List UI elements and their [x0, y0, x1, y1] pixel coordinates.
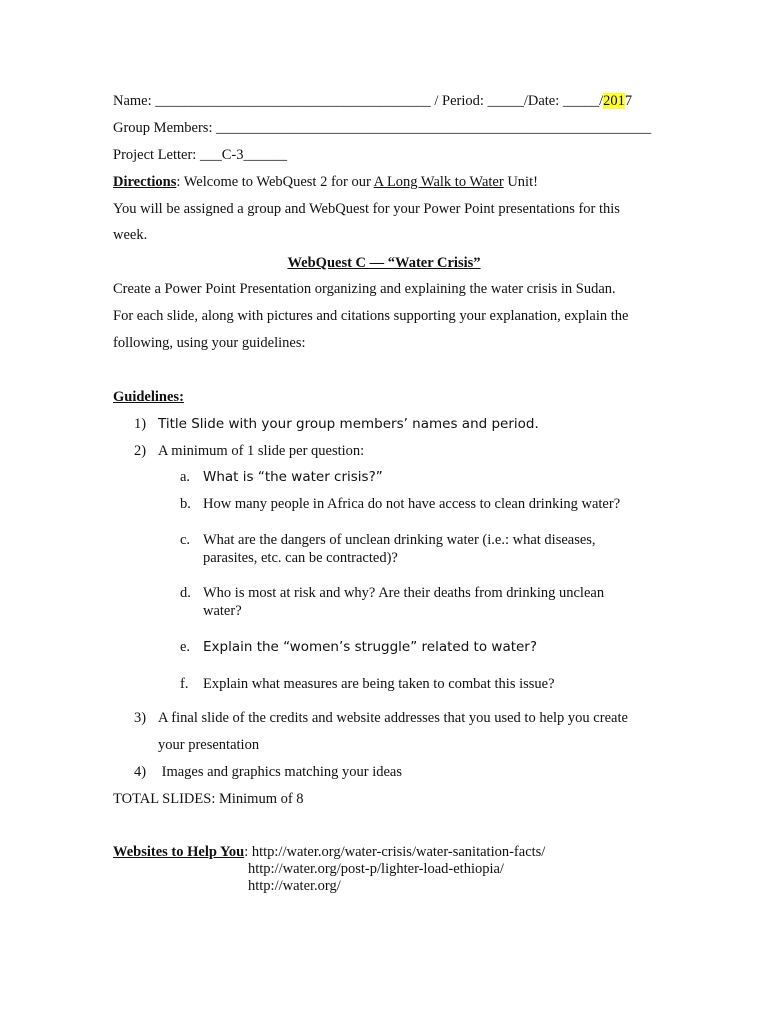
name-label: Name: — [113, 93, 152, 109]
guideline-text: Images and graphics matching your ideas — [158, 764, 403, 780]
sub-item-text: Explain the “women’s struggle” related to water? — [203, 639, 538, 655]
directions-line — [113, 173, 538, 191]
directions-text-before: : Welcome to WebQuest 2 for our — [176, 174, 374, 190]
sub-item-letter: b. — [180, 496, 191, 512]
sub-item-text: Explain what measures are being taken to combat this issue? — [203, 676, 555, 692]
website-link[interactable]: http://water.org/ — [248, 878, 341, 894]
sub-item-letter: e. — [180, 639, 191, 655]
websites-line — [113, 843, 545, 861]
webquest-title: WebQuest C — “Water Crisis” — [287, 255, 481, 271]
guideline-number: 4) — [134, 764, 147, 780]
directions-label: Directions — [113, 174, 177, 190]
guideline-text: A final slide of the credits and website addresses that you used to help you create — [158, 710, 628, 726]
guideline-text-continued: your presentation — [158, 737, 260, 753]
project-letter-line — [113, 146, 287, 164]
directions-text-after: Unit! — [503, 174, 538, 190]
sub-item-letter: f. — [180, 676, 189, 692]
directions-line-2: You will be assigned a group and WebQuest for your Power Point presentations for this — [113, 201, 620, 217]
guideline-number: 1) — [134, 416, 147, 432]
project-letter-value: ___C-3______ — [199, 147, 287, 163]
group-members-blank: ____________________________________________________________ — [212, 120, 652, 136]
website-link[interactable]: http://water.org/post-p/lighter-load-ethiopia/ — [248, 861, 504, 877]
sub-item-text: How many people in Africa do not have access to clean drinking water? — [203, 496, 621, 512]
name-line — [113, 92, 632, 110]
sub-item-letter: a. — [180, 469, 191, 485]
websites-label: Websites to Help You — [113, 844, 245, 860]
sub-item-text: What are the dangers of unclean drinking water (i.e.: what diseases, parasites, etc. can be contracted)? — [203, 532, 596, 566]
webquest-intro-1: Create a Power Point Presentation organizing and explaining the water crisis in Sudan. — [113, 281, 616, 297]
sub-item-text: What is “the water crisis?” — [203, 469, 383, 485]
total-slides: TOTAL SLIDES: Minimum of 8 — [113, 791, 304, 807]
sub-item-letter: c. — [180, 532, 191, 548]
website-link[interactable]: http://water.org/water-crisis/water-sanitation-facts/ — [251, 844, 546, 860]
sub-item-letter: d. — [180, 585, 191, 601]
websites-colon: : — [244, 844, 252, 860]
period-date-text: / Period: _____/Date: _____/ — [434, 93, 604, 109]
webquest-intro-3: following, using your guidelines: — [113, 335, 306, 351]
group-members-label: Group Members: — [113, 120, 213, 136]
year-end: 7 — [624, 93, 633, 109]
year-highlight: 201 — [603, 93, 625, 109]
group-members-line — [113, 119, 651, 137]
name-blank: ______________________________________ — [151, 93, 435, 109]
book-title: A Long Walk to Water — [373, 174, 504, 190]
sub-item-text: Who is most at risk and why? Are their deaths from drinking unclean water? — [203, 585, 605, 619]
guideline-number: 3) — [134, 710, 147, 726]
guidelines-heading: Guidelines: — [113, 389, 184, 405]
guideline-text: A minimum of 1 slide per question: — [158, 443, 365, 459]
directions-line-3: week. — [113, 227, 148, 243]
webquest-intro-2: For each slide, along with pictures and citations supporting your explanation, explain the — [113, 308, 629, 324]
guideline-number: 2) — [134, 443, 147, 459]
guideline-text: Title Slide with your group members’ names and period. — [158, 416, 539, 432]
project-letter-label: Project Letter: — [113, 147, 200, 163]
